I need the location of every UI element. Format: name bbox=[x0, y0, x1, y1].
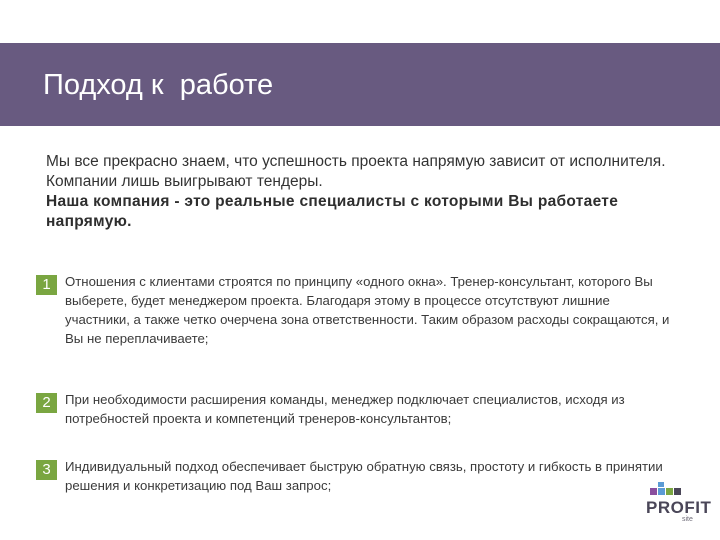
number-badge: 1 bbox=[36, 275, 57, 295]
profit-logo bbox=[646, 482, 712, 528]
number-badge: 2 bbox=[36, 393, 57, 413]
list-item-text: Отношения с клиентами строятся по принципу «одного окна». Тренер-консультант, которого Вы выберете, будет менеджером проекта. Благодаря этому в процессе отсутствуют лишние участники, а также четко очерчена зона ответственности. Таким образом расходы сокращаются, и Вы не переплачиваете; bbox=[65, 274, 670, 346]
list-item-text: Индивидуальный подход обеспечивает быструю обратную связь, простоту и гибкость в принятии решения и конкретизацию под Ваш запрос; bbox=[65, 459, 663, 493]
logo-wordmark: PROFIT bbox=[646, 498, 712, 517]
intro-bold-paragraph: Наша компания - это реальные специалисты с которыми Вы работаете напрямую. bbox=[46, 193, 619, 230]
intro-block bbox=[46, 152, 686, 232]
logo-squares-icon bbox=[650, 482, 684, 496]
list-item-text: При необходимости расширения команды, менеджер подключает специалистов, исходя из потребностей проекта и компетенций тренеров-консультантов; bbox=[65, 392, 625, 426]
page-title: Подход к работе bbox=[43, 69, 274, 101]
logo-subtext: site bbox=[682, 516, 693, 523]
intro-paragraph: Мы все прекрасно знаем, что успешность проекта напрямую зависит от исполнителя. Компании лишь выигрывают тендеры. bbox=[46, 153, 666, 190]
number-badge: 3 bbox=[36, 460, 57, 480]
